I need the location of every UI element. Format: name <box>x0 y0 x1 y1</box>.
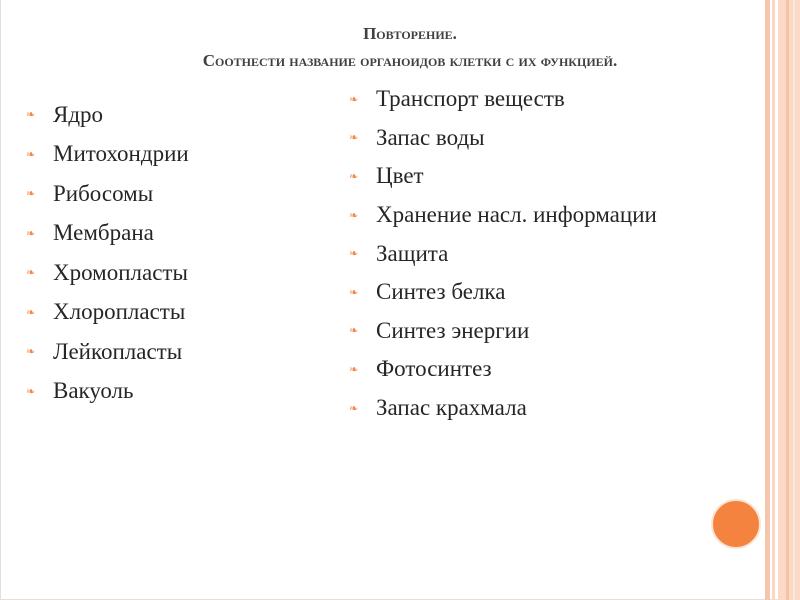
slide-title <box>100 20 720 74</box>
list-item <box>26 293 189 333</box>
organelle-name: Лейкопласты <box>53 338 183 364</box>
bullet-icon: ❧ <box>349 247 359 261</box>
list-item <box>349 273 657 312</box>
organelle-name: Митохондрии <box>53 141 189 167</box>
organelle-name: Ядро <box>53 101 104 127</box>
bullet-icon: ❧ <box>349 208 359 222</box>
functions-list <box>349 80 657 427</box>
bullet-icon: ❧ <box>349 92 359 106</box>
bullet-icon: ❧ <box>349 169 359 183</box>
bullet-icon: ❧ <box>26 384 36 398</box>
function-name: Синтез энергии <box>376 317 530 343</box>
function-name: Запас воды <box>376 124 485 150</box>
organelle-name: Хромопласты <box>53 259 188 285</box>
list-item <box>349 234 657 273</box>
list-item <box>26 95 189 135</box>
list-item <box>349 389 657 428</box>
list-item <box>349 312 657 351</box>
bullet-icon: ❧ <box>26 226 36 240</box>
list-item <box>349 119 657 158</box>
title-line-2: Соотнести название органоидов клетки с их функцией. <box>202 51 618 70</box>
list-item <box>26 253 189 293</box>
bullet-icon: ❧ <box>26 345 36 359</box>
function-name: Запас крахмала <box>376 395 527 421</box>
function-name: Хранение насл. информации <box>376 202 657 228</box>
decorative-circle <box>711 499 761 549</box>
bullet-icon: ❧ <box>349 362 359 376</box>
decorative-stripe <box>772 0 775 600</box>
organelle-name: Вакуоль <box>53 378 134 404</box>
bullet-icon: ❧ <box>349 324 359 338</box>
function-name: Фотосинтез <box>376 356 492 382</box>
list-item <box>349 350 657 389</box>
bullet-icon: ❧ <box>26 266 36 280</box>
bullet-icon: ❧ <box>349 131 359 145</box>
list-item <box>26 372 189 412</box>
organelle-name: Рибосомы <box>53 180 154 206</box>
organelle-name: Мембрана <box>53 220 154 246</box>
organelles-list <box>26 95 189 411</box>
function-name: Защита <box>376 240 449 266</box>
organelle-name: Хлоропласты <box>53 299 186 325</box>
list-item <box>26 135 189 175</box>
bullet-icon: ❧ <box>26 108 36 122</box>
decorative-stripe <box>786 0 789 600</box>
function-name: Цвет <box>376 163 424 189</box>
decorative-stripe <box>765 0 770 600</box>
list-item <box>26 214 189 254</box>
title-line-1: Повторение. <box>363 24 457 43</box>
list-item <box>349 80 657 119</box>
bullet-icon: ❧ <box>26 305 36 319</box>
list-item <box>26 174 189 214</box>
list-item <box>349 196 657 235</box>
bullet-icon: ❧ <box>349 285 359 299</box>
decorative-stripe <box>793 0 795 600</box>
bullet-icon: ❧ <box>26 147 36 161</box>
function-name: Синтез белка <box>376 279 506 305</box>
decorative-stripe <box>778 0 800 600</box>
function-name: Транспорт веществ <box>376 86 565 112</box>
list-item <box>349 157 657 196</box>
bullet-icon: ❧ <box>26 187 36 201</box>
bullet-icon: ❧ <box>349 401 359 415</box>
list-item <box>26 332 189 372</box>
